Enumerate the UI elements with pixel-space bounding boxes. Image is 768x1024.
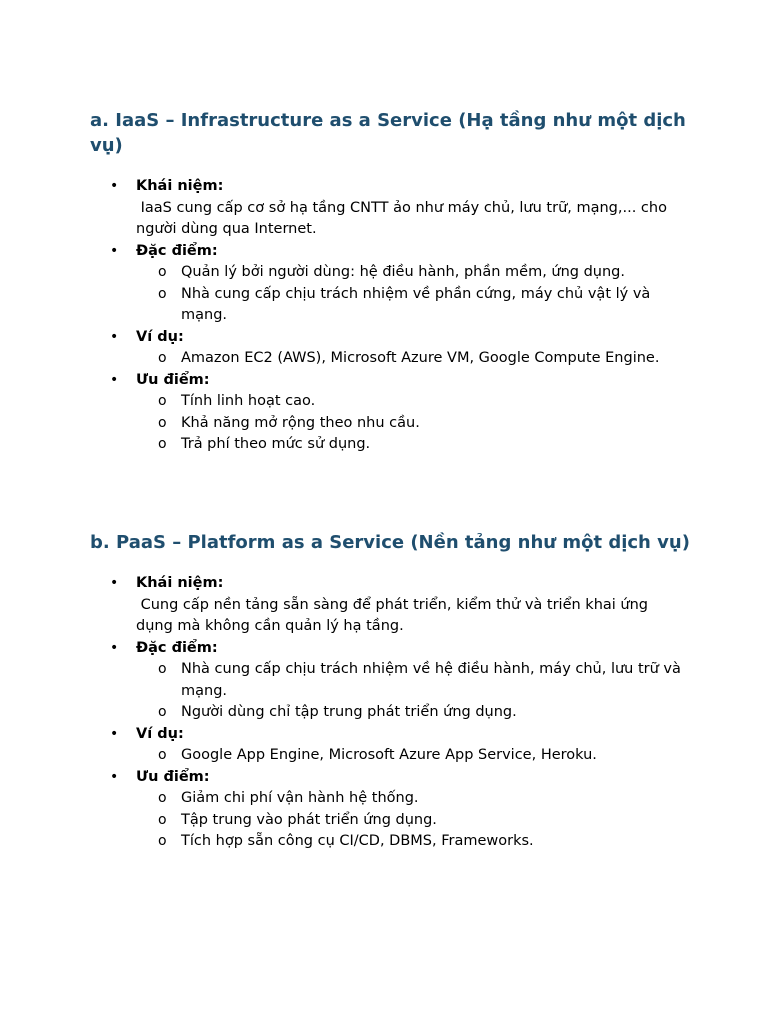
sub-list: [136, 788, 690, 853]
list-item: [90, 724, 690, 767]
sub-list: [136, 348, 690, 370]
circle-bullet-icon: o: [158, 350, 167, 366]
item-label: Ưu điểm:: [136, 768, 210, 785]
list-item: [90, 573, 690, 638]
circle-bullet-icon: o: [158, 661, 167, 677]
circle-bullet-icon: o: [158, 790, 167, 806]
item-text: Cung cấp nền tảng sẵn sàng để phát triển, kiểm thử và triển khai ứng dụng mà không cần quản lý hạ tầng.: [136, 596, 653, 634]
sub-item-text: Khả năng mở rộng theo nhu cầu.: [181, 414, 420, 431]
sub-list-item: [136, 831, 690, 853]
sub-list-item: [136, 434, 690, 456]
sub-list-item: [136, 745, 690, 767]
section-heading: b. PaaS – Platform as a Service (Nền tảng như một dịch vụ): [90, 532, 690, 553]
sub-item-text: Giảm chi phí vận hành hệ thống.: [181, 790, 419, 806]
item-label: Ví dụ:: [136, 725, 184, 742]
circle-bullet-icon: o: [158, 833, 167, 849]
sub-item-text: Tích hợp sẵn công cụ CI/CD, DBMS, Frameworks.: [181, 833, 534, 849]
sub-list-item: [136, 348, 690, 370]
sub-list-item: [136, 810, 690, 832]
item-text: IaaS cung cấp cơ sở hạ tầng CNTT ảo như máy chủ, lưu trữ, mạng,... cho người dùng qua Internet.: [136, 199, 672, 237]
bullet-icon: •: [110, 575, 119, 591]
sub-item-text: Quản lý bởi người dùng: hệ điều hành, phần mềm, ứng dụng.: [181, 264, 625, 280]
list-item: [90, 638, 690, 724]
list-item: [90, 176, 690, 241]
circle-bullet-icon: o: [158, 285, 167, 302]
bullet-icon: •: [110, 639, 119, 656]
sub-item-text: Nhà cung cấp chịu trách nhiệm về phần cứng, máy chủ vật lý và mạng.: [181, 285, 651, 323]
bullet-icon: •: [110, 725, 119, 742]
list-item: [90, 767, 690, 853]
circle-bullet-icon: o: [158, 747, 167, 763]
item-label: Đặc điểm:: [136, 242, 218, 259]
sub-list-item: [136, 702, 690, 724]
sub-item-text: Tập trung vào phát triển ứng dụng.: [181, 811, 437, 828]
item-label: Khái niệm:: [136, 575, 224, 591]
sub-list-item: [136, 284, 690, 327]
list-item: [90, 241, 690, 327]
list-item: [90, 370, 690, 456]
item-label: Ví dụ:: [136, 328, 184, 345]
section-paas: [90, 530, 690, 853]
sub-list-item: [136, 659, 690, 702]
sub-list-item: [136, 262, 690, 284]
sub-list-item: [136, 788, 690, 810]
sub-item-text: Tính linh hoạt cao.: [181, 393, 316, 409]
bullet-icon: •: [110, 328, 119, 345]
bullet-icon: •: [110, 242, 119, 259]
sub-item-text: Nhà cung cấp chịu trách nhiệm về hệ điều hành, máy chủ, lưu trữ và mạng.: [181, 661, 681, 699]
sub-list: [136, 745, 690, 767]
item-label: Ưu điểm:: [136, 371, 210, 388]
section-iaas: [90, 108, 690, 456]
circle-bullet-icon: o: [158, 811, 167, 828]
circle-bullet-icon: o: [158, 704, 167, 720]
sub-list: [136, 391, 690, 456]
sub-list-item: [136, 413, 690, 435]
sub-item-text: Trả phí theo mức sử dụng.: [181, 436, 371, 452]
bullet-icon: •: [110, 178, 119, 194]
sub-item-text: Amazon EC2 (AWS), Microsoft Azure VM, Google Compute Engine.: [181, 350, 660, 366]
sub-list: [136, 262, 690, 327]
item-label: Khái niệm:: [136, 178, 224, 194]
section-list: [90, 176, 690, 456]
sub-item-text: Người dùng chỉ tập trung phát triển ứng dụng.: [181, 704, 517, 720]
bullet-icon: •: [110, 371, 119, 388]
sub-item-text: Google App Engine, Microsoft Azure App Service, Heroku.: [181, 747, 597, 763]
bullet-icon: •: [110, 768, 119, 785]
sub-list: [136, 659, 690, 724]
item-label: Đặc điểm:: [136, 639, 218, 656]
list-item: [90, 327, 690, 370]
circle-bullet-icon: o: [158, 414, 167, 431]
circle-bullet-icon: o: [158, 264, 167, 280]
circle-bullet-icon: o: [158, 393, 167, 409]
section-list: [90, 573, 690, 853]
circle-bullet-icon: o: [158, 436, 167, 452]
section-heading: a. IaaS – Infrastructure as a Service (Hạ tầng như một dịch vụ): [90, 110, 686, 156]
sub-list-item: [136, 391, 690, 413]
